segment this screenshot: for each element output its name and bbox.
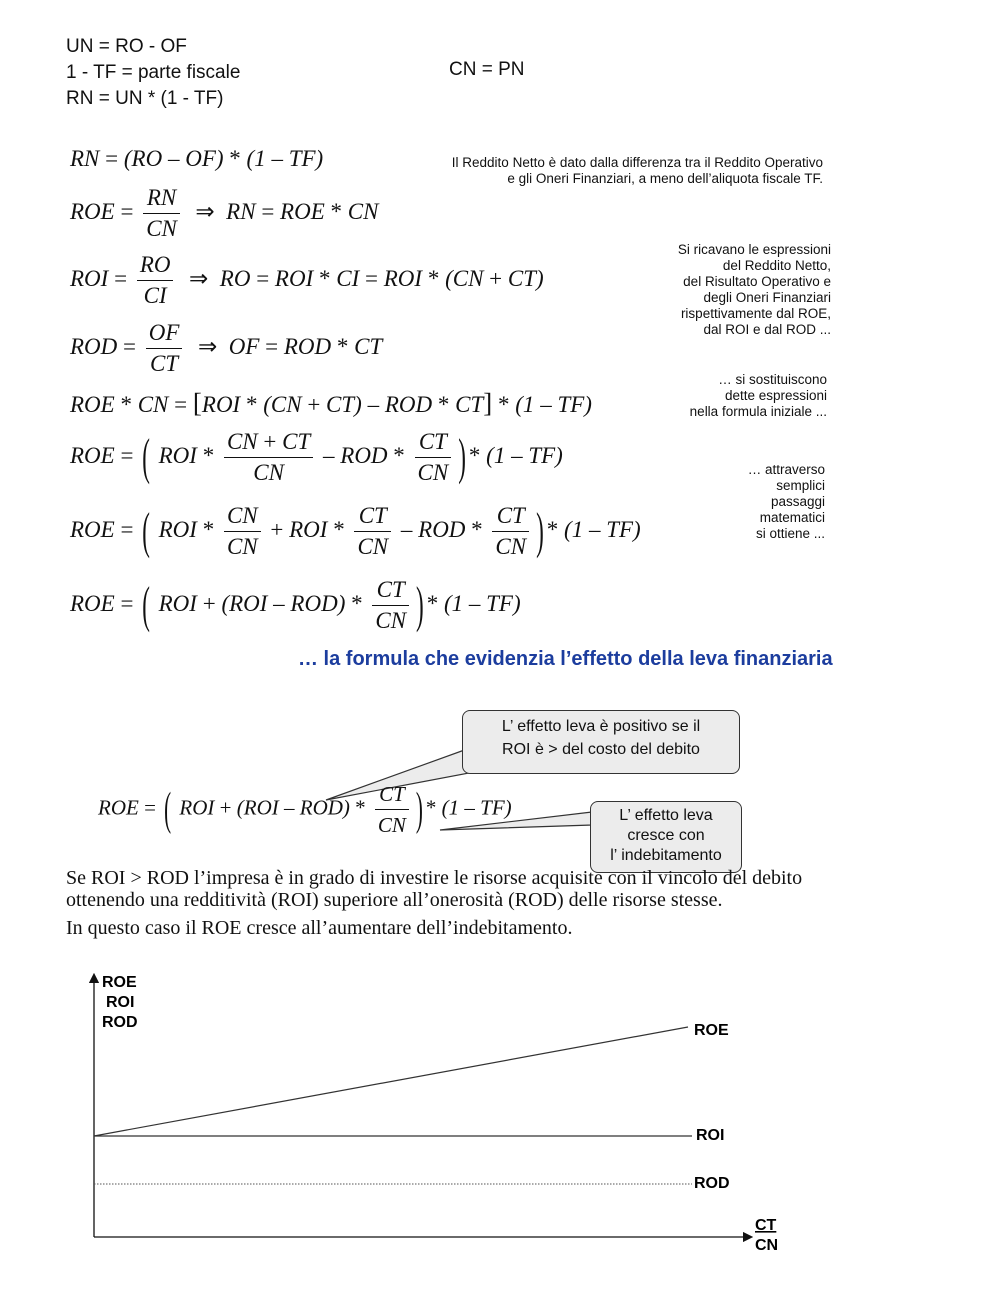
definition-un: UN = RO - OF xyxy=(66,36,187,57)
note-sostituiscono: … si sostituiscono dette espressioni nella formula iniziale ... xyxy=(689,372,827,419)
note-espressioni: Si ricavano le espressioni del Reddito Netto, del Risultato Operativo e degli Oneri Finanziari rispettivamente dal ROE, dal ROI e dal ROD ... xyxy=(677,242,831,337)
series-line-roe xyxy=(94,1027,688,1136)
y-label-roi: ROI xyxy=(106,994,135,1011)
equation-roi-def: ROI = $\frac{RO}{CI}$ ⇒ RO = ROI * CI = ROI * (CN + CT) xyxy=(70,252,544,308)
series-label-roi: ROI xyxy=(696,1127,725,1144)
equation-rod-def: ROD = $\frac{OF}{CT}$ ⇒ OF = ROD * CT xyxy=(70,320,383,376)
y-label-rod: ROD xyxy=(102,1014,138,1031)
equation-roe-final: ROE = ( ROI + (ROI – ROD) * $\frac{CT}{CN}$ ) * (1 – TF) xyxy=(70,576,521,633)
series-label-roe: ROE xyxy=(694,1022,729,1039)
note-reddito-netto: Il Reddito Netto è dato dalla differenza tra il Reddito Operativo e gli Oneri Finanziari, a meno dell’aliquota fiscale TF. xyxy=(451,155,823,186)
y-label-roe: ROE xyxy=(102,974,137,991)
equation-leverage: ROE = ( ROI + (ROI – ROD) * $\frac{CT}{CN}$ ) * (1 – TF) xyxy=(98,782,512,837)
equation-roe-step2: ROE = ( ROI * $\frac{CN}{CN}$ + ROI * $\frac{CT}{CN}$ – ROD * $\frac{CT}{CN}$ ) * (1 – TF) xyxy=(70,502,641,559)
explanation-paragraph xyxy=(66,867,806,939)
equation-roe-def: ROE = $\frac{RN}{CN}$ ⇒ RN = ROE * CN xyxy=(70,185,379,241)
x-label-cn: CN xyxy=(755,1237,779,1254)
equation-substitution: ROE * CN = [ROI * (CN + CT) – ROD * CT] * (1 – TF) xyxy=(70,388,592,418)
explanation-p2: In questo caso il ROE cresce all’aumentare dell’indebitamento. xyxy=(66,917,573,939)
definition-tf: 1 - TF = parte fiscale xyxy=(66,62,241,83)
series-label-rod: ROD xyxy=(694,1175,730,1192)
equation-roe-step1: ROE = ( ROI * $\frac{CN + CT}{CN}$ – ROD * $\frac{CT}{CN}$ ) * (1 – TF) xyxy=(70,428,563,485)
explanation-p1: Se ROI > ROD l’impresa è in grado di investire le risorse acquisite con il vincolo del debito ottenendo una redditività (ROI) superiore all’onerosità (ROD) delle risorse stesse. xyxy=(66,867,803,911)
x-label-ct: CT xyxy=(755,1217,777,1234)
conclusion-text: … la formula che evidenzia l’effetto della leva finanziaria xyxy=(298,648,833,670)
callout-leverage-grows: L’ effetto leva cresce con l’ indebitamento xyxy=(590,801,742,873)
note-passaggi: … attraverso semplici passaggi matematici si ottiene ... xyxy=(747,462,825,541)
definition-rn: RN = UN * (1 - TF) xyxy=(66,88,224,109)
leverage-chart xyxy=(0,960,1000,1280)
definition-cn: CN = PN xyxy=(449,59,525,80)
equation-rn: RN = (RO – OF) * (1 – TF) xyxy=(70,146,324,171)
callout-positive-leverage: L’ effetto leva è positivo se il ROI è > del costo del debito xyxy=(462,710,740,774)
